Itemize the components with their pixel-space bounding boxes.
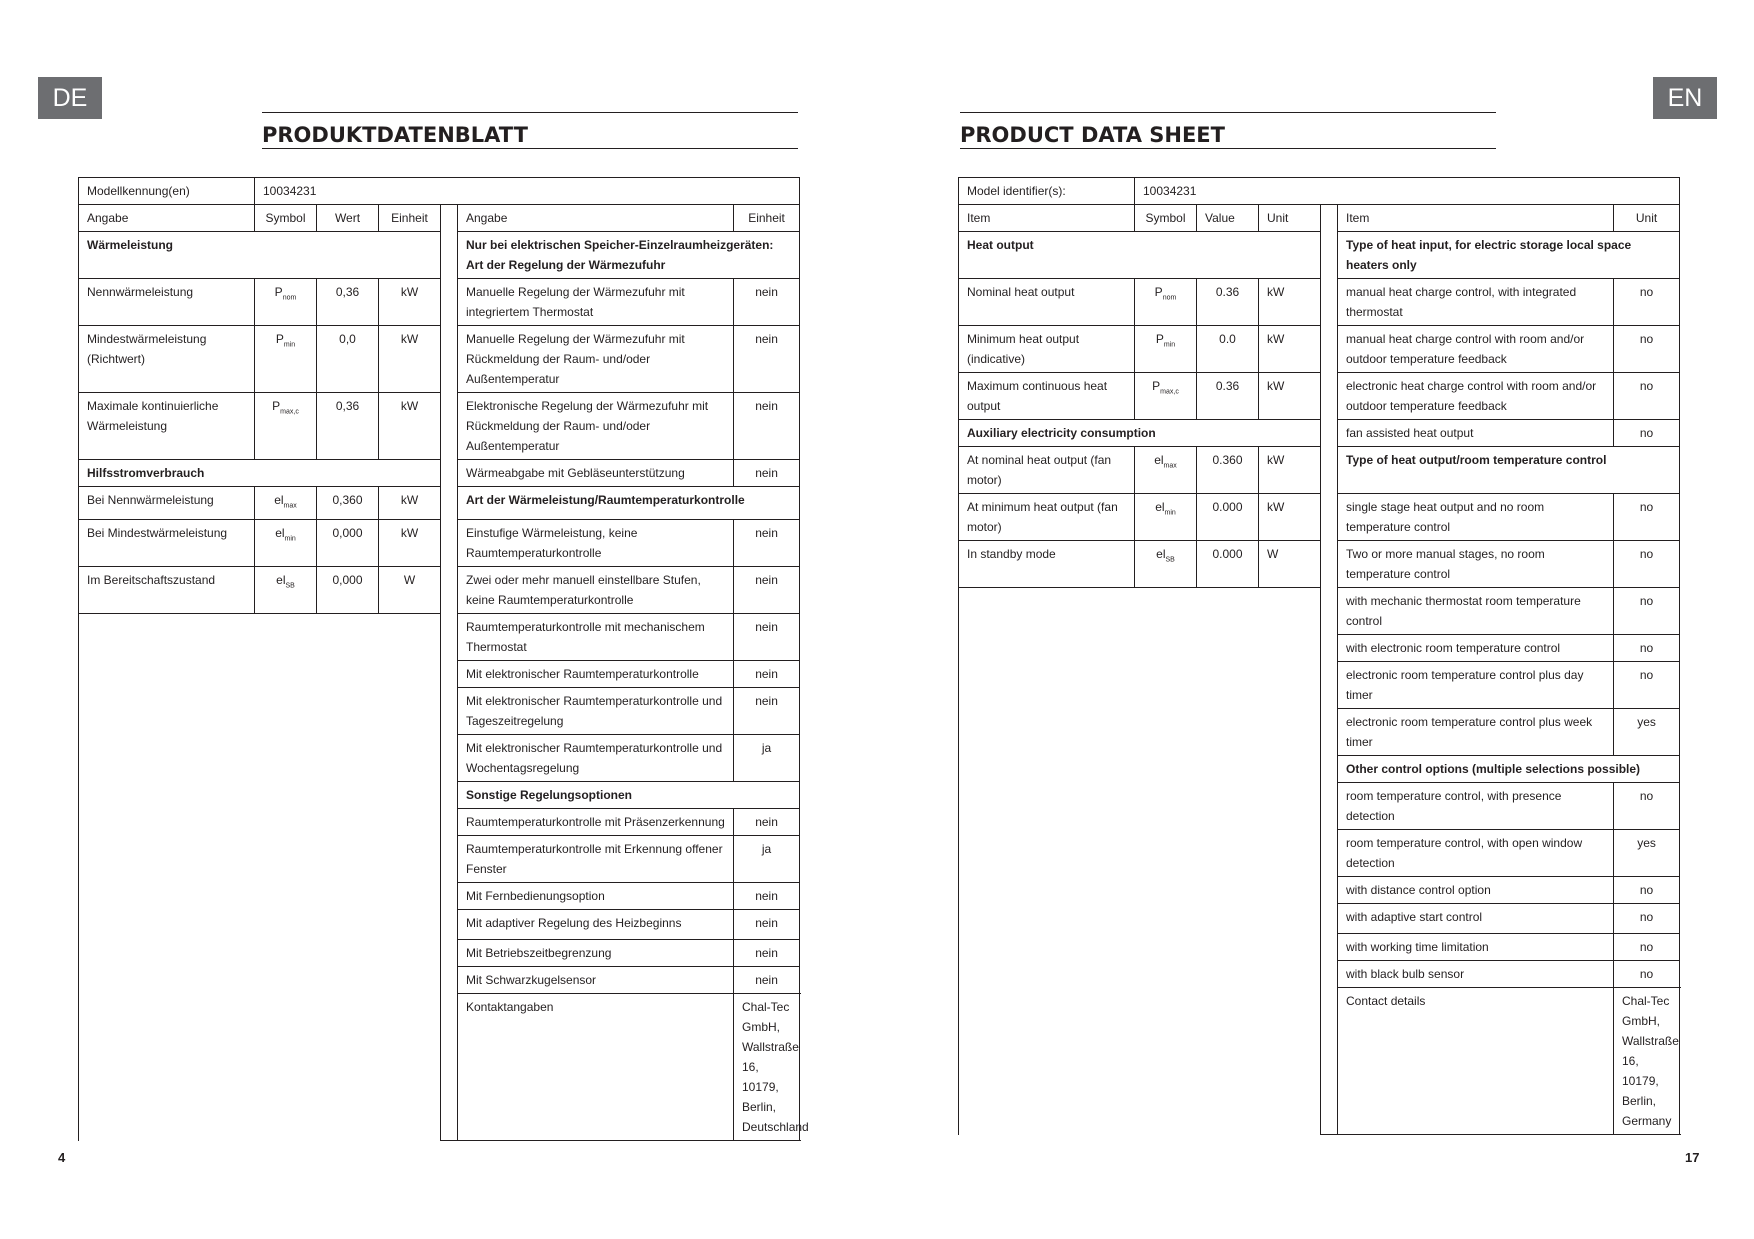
symbol-el-max: $el_{max}$ [255, 487, 317, 520]
option-label: Mit adaptiver Regelung des Heizbeginns [458, 910, 734, 940]
table-row [79, 487, 800, 520]
model-value: 10034231 [1135, 178, 1680, 205]
option-value: no [1614, 326, 1680, 373]
option-value: no [1614, 662, 1680, 709]
symbol-el-sb: $el_{SB}$ [255, 567, 317, 614]
page-number-right: 17 [1685, 1150, 1700, 1165]
table-row [79, 460, 800, 487]
option-label: Mit Schwarzkugelsensor [458, 967, 734, 994]
header-symbol: Symbol [255, 205, 317, 232]
option-label: Manuelle Regelung der Wärmezufuhr mit integriertem Thermostat [458, 279, 734, 326]
symbol-el-min: $el_{min}$ [1135, 494, 1197, 541]
unit-p-nom: kW [379, 279, 441, 326]
option-value: nein [734, 967, 800, 994]
option-label: with electronic room temperature control [1338, 635, 1614, 662]
value-p-max: 0,36 [317, 393, 379, 460]
option-label: manual heat charge control, with integrated thermostat [1338, 279, 1614, 326]
option-label: Raumtemperaturkontrolle mit mechanischem Thermostat [458, 614, 734, 661]
model-row [79, 178, 800, 205]
value-el-min: 0,000 [317, 520, 379, 567]
unit-p-min: kW [1259, 326, 1321, 373]
option-value: no [1614, 877, 1680, 904]
option-label: Mit Fernbedienungsoption [458, 883, 734, 910]
option-value: nein [734, 393, 800, 460]
option-label: Raumtemperaturkontrolle mit Erkennung offener Fenster [458, 836, 734, 883]
model-value: 10034231 [255, 178, 800, 205]
label-min-heat: Mindestwärmeleistung (Richtwert) [79, 326, 255, 393]
option-label: electronic heat charge control with room and/or outdoor temperature feedback [1338, 373, 1614, 420]
label-max-heat: Maximum continuous heat output [959, 373, 1135, 420]
value-el-min: 0.000 [1197, 494, 1259, 541]
table-row [79, 393, 800, 460]
page-title-de: PRODUKTDATENBLATT [262, 112, 798, 149]
option-value: no [1614, 373, 1680, 420]
label-el-min: At minimum heat output (fan motor) [959, 494, 1135, 541]
section-auxiliary: Auxiliary electricity consumption [959, 420, 1321, 447]
option-label: Mit elektronischer Raumtemperaturkontrolle und Tageszeitregelung [458, 688, 734, 735]
section-storage-heater: Type of heat input, for electric storage local space heaters only [1338, 232, 1680, 279]
header-unit-2: Unit [1614, 205, 1680, 232]
value-p-nom: 0.36 [1197, 279, 1259, 326]
table-row [79, 614, 800, 661]
label-el-sb: Im Bereitschaftszustand [79, 567, 255, 614]
option-label: with adaptive start control [1338, 904, 1614, 934]
symbol-p-min: $P_{min}$ [255, 326, 317, 393]
symbol-el-min: $el_{min}$ [255, 520, 317, 567]
column-gap [1321, 205, 1338, 1135]
option-value: no [1614, 420, 1680, 447]
header-unit-2: Einheit [734, 205, 800, 232]
option-label: Wärmeabgabe mit Gebläseunterstützung [458, 460, 734, 487]
header-item-2: Angabe [458, 205, 734, 232]
value-el-sb: 0,000 [317, 567, 379, 614]
unit-el-sb: W [1259, 541, 1321, 588]
unit-el-sb: W [379, 567, 441, 614]
option-value: no [1614, 904, 1680, 934]
option-label: manual heat charge control with room and/or outdoor temperature feedback [1338, 326, 1614, 373]
option-label: with black bulb sensor [1338, 961, 1614, 988]
model-label: Modellkennung(en) [79, 178, 255, 205]
option-value: nein [734, 883, 800, 910]
contact-label: Contact details [1338, 988, 1614, 1135]
label-nominal-heat: Nennwärmeleistung [79, 279, 255, 326]
unit-p-min: kW [379, 326, 441, 393]
option-value: yes [1614, 709, 1680, 756]
option-label: room temperature control, with presence detection [1338, 783, 1614, 830]
option-value: ja [734, 735, 800, 782]
option-value: nein [734, 279, 800, 326]
value-p-min: 0.0 [1197, 326, 1259, 373]
language-tag-en: EN [1653, 77, 1717, 119]
contact-label: Kontaktangaben [458, 994, 734, 1141]
unit-p-max: kW [1259, 373, 1321, 420]
label-nominal-heat: Nominal heat output [959, 279, 1135, 326]
table-row [959, 373, 1680, 420]
empty-area [959, 588, 1321, 1135]
header-item-2: Item [1338, 205, 1614, 232]
option-label: Raumtemperaturkontrolle mit Präsenzerkennung [458, 809, 734, 836]
section-other-options: Other control options (multiple selections possible) [1338, 756, 1680, 783]
unit-el-max: kW [1259, 447, 1321, 494]
option-value: nein [734, 809, 800, 836]
table-row [959, 326, 1680, 373]
option-value: no [1614, 494, 1680, 541]
option-value: yes [1614, 830, 1680, 877]
table-row [959, 447, 1680, 494]
section-heat-output: Wärmeleistung [79, 232, 441, 279]
header-symbol: Symbol [1135, 205, 1197, 232]
header-value: Value [1197, 205, 1259, 232]
model-row [959, 178, 1680, 205]
option-value: no [1614, 635, 1680, 662]
table-row [79, 567, 800, 614]
unit-p-nom: kW [1259, 279, 1321, 326]
contact-value: Chal-Tec GmbH, Wallstraße 16, 10179, Berlin, Deutschland [734, 994, 800, 1141]
contact-value: Chal-Tec GmbH, Wallstraße 16, 10179, Berlin, Germany [1614, 988, 1680, 1135]
symbol-el-sb: $el_{SB}$ [1135, 541, 1197, 588]
unit-el-min: kW [379, 520, 441, 567]
option-label: with working time limitation [1338, 934, 1614, 961]
option-label: Einstufige Wärmeleistung, keine Raumtemperaturkontrolle [458, 520, 734, 567]
language-tag-de: DE [38, 77, 102, 119]
label-el-min: Bei Mindestwärmeleistung [79, 520, 255, 567]
option-value: no [1614, 961, 1680, 988]
option-label: room temperature control, with open window detection [1338, 830, 1614, 877]
symbol-p-max: $P_{max,c}$ [255, 393, 317, 460]
option-value: no [1614, 588, 1680, 635]
table-row [79, 279, 800, 326]
table-row [79, 232, 800, 279]
header-unit: Unit [1259, 205, 1321, 232]
value-el-max: 0,360 [317, 487, 379, 520]
label-max-heat: Maximale kontinuierliche Wärmeleistung [79, 393, 255, 460]
option-label: Elektronische Regelung der Wärmezufuhr mit Rückmeldung der Raum- und/oder Außentemperatur [458, 393, 734, 460]
page-number-left: 4 [58, 1150, 66, 1165]
section-heat-output: Heat output [959, 232, 1321, 279]
table-row [959, 279, 1680, 326]
option-label: fan assisted heat output [1338, 420, 1614, 447]
unit-el-min: kW [1259, 494, 1321, 541]
option-value: no [1614, 934, 1680, 961]
unit-p-max: kW [379, 393, 441, 460]
option-value: nein [734, 910, 800, 940]
label-min-heat: Minimum heat output (indicative) [959, 326, 1135, 373]
header-item: Item [959, 205, 1135, 232]
value-p-min: 0,0 [317, 326, 379, 393]
option-label: single stage heat output and no room temperature control [1338, 494, 1614, 541]
value-el-sb: 0.000 [1197, 541, 1259, 588]
section-auxiliary: Hilfsstromverbrauch [79, 460, 441, 487]
value-el-max: 0.360 [1197, 447, 1259, 494]
symbol-p-max: $P_{max,c}$ [1135, 373, 1197, 420]
option-label: electronic room temperature control plus day timer [1338, 662, 1614, 709]
option-value: nein [734, 688, 800, 735]
header-value: Wert [317, 205, 379, 232]
value-p-max: 0.36 [1197, 373, 1259, 420]
table-row [959, 541, 1680, 588]
section-other-options: Sonstige Regelungsoptionen [458, 782, 800, 809]
option-value: ja [734, 836, 800, 883]
header-row [79, 205, 800, 232]
option-value: no [1614, 541, 1680, 588]
option-value: nein [734, 567, 800, 614]
option-value: nein [734, 661, 800, 688]
table-row [959, 494, 1680, 541]
table-row [959, 232, 1680, 279]
label-el-sb: In standby mode [959, 541, 1135, 588]
option-label: Manuelle Regelung der Wärmezufuhr mit Rückmeldung der Raum- und/oder Außentemperatur [458, 326, 734, 393]
option-value: nein [734, 940, 800, 967]
option-label: Zwei oder mehr manuell einstellbare Stufen, keine Raumtemperaturkontrolle [458, 567, 734, 614]
product-data-table-en [958, 177, 1680, 1135]
empty-area [79, 614, 441, 1141]
header-row [959, 205, 1680, 232]
option-value: nein [734, 614, 800, 661]
symbol-p-nom: $P_{nom}$ [1135, 279, 1197, 326]
value-p-nom: 0,36 [317, 279, 379, 326]
option-value: nein [734, 326, 800, 393]
symbol-p-min: $P_{min}$ [1135, 326, 1197, 373]
product-data-table-de [78, 177, 809, 1141]
table-row [79, 326, 800, 393]
table-row [959, 588, 1680, 635]
unit-el-max: kW [379, 487, 441, 520]
option-label: Mit elektronischer Raumtemperaturkontrolle [458, 661, 734, 688]
option-label: electronic room temperature control plus week timer [1338, 709, 1614, 756]
page-title-en: PRODUCT DATA SHEET [960, 112, 1496, 149]
label-el-nom: Bei Nennwärmeleistung [79, 487, 255, 520]
option-value: nein [734, 520, 800, 567]
option-value: nein [734, 460, 800, 487]
symbol-el-max: $el_{max}$ [1135, 447, 1197, 494]
option-label: with distance control option [1338, 877, 1614, 904]
table-row [79, 520, 800, 567]
section-heat-output-type: Art der Wärmeleistung/Raumtemperaturkontrolle [458, 487, 800, 520]
option-label: Two or more manual stages, no room temperature control [1338, 541, 1614, 588]
model-label: Model identifier(s): [959, 178, 1135, 205]
header-unit: Einheit [379, 205, 441, 232]
column-gap [441, 205, 458, 1141]
symbol-p-nom: $P_{nom}$ [255, 279, 317, 326]
option-label: Mit Betriebszeitbegrenzung [458, 940, 734, 967]
option-label: with mechanic thermostat room temperature control [1338, 588, 1614, 635]
header-item: Angabe [79, 205, 255, 232]
option-label: Mit elektronischer Raumtemperaturkontrolle und Wochentagsregelung [458, 735, 734, 782]
section-heat-output-type: Type of heat output/room temperature control [1338, 447, 1680, 494]
label-el-nom: At nominal heat output (fan motor) [959, 447, 1135, 494]
option-value: no [1614, 279, 1680, 326]
table-row [959, 420, 1680, 447]
option-value: no [1614, 783, 1680, 830]
section-storage-heater: Nur bei elektrischen Speicher-Einzelraumheizgeräten: Art der Regelung der Wärmezufuhr [458, 232, 800, 279]
